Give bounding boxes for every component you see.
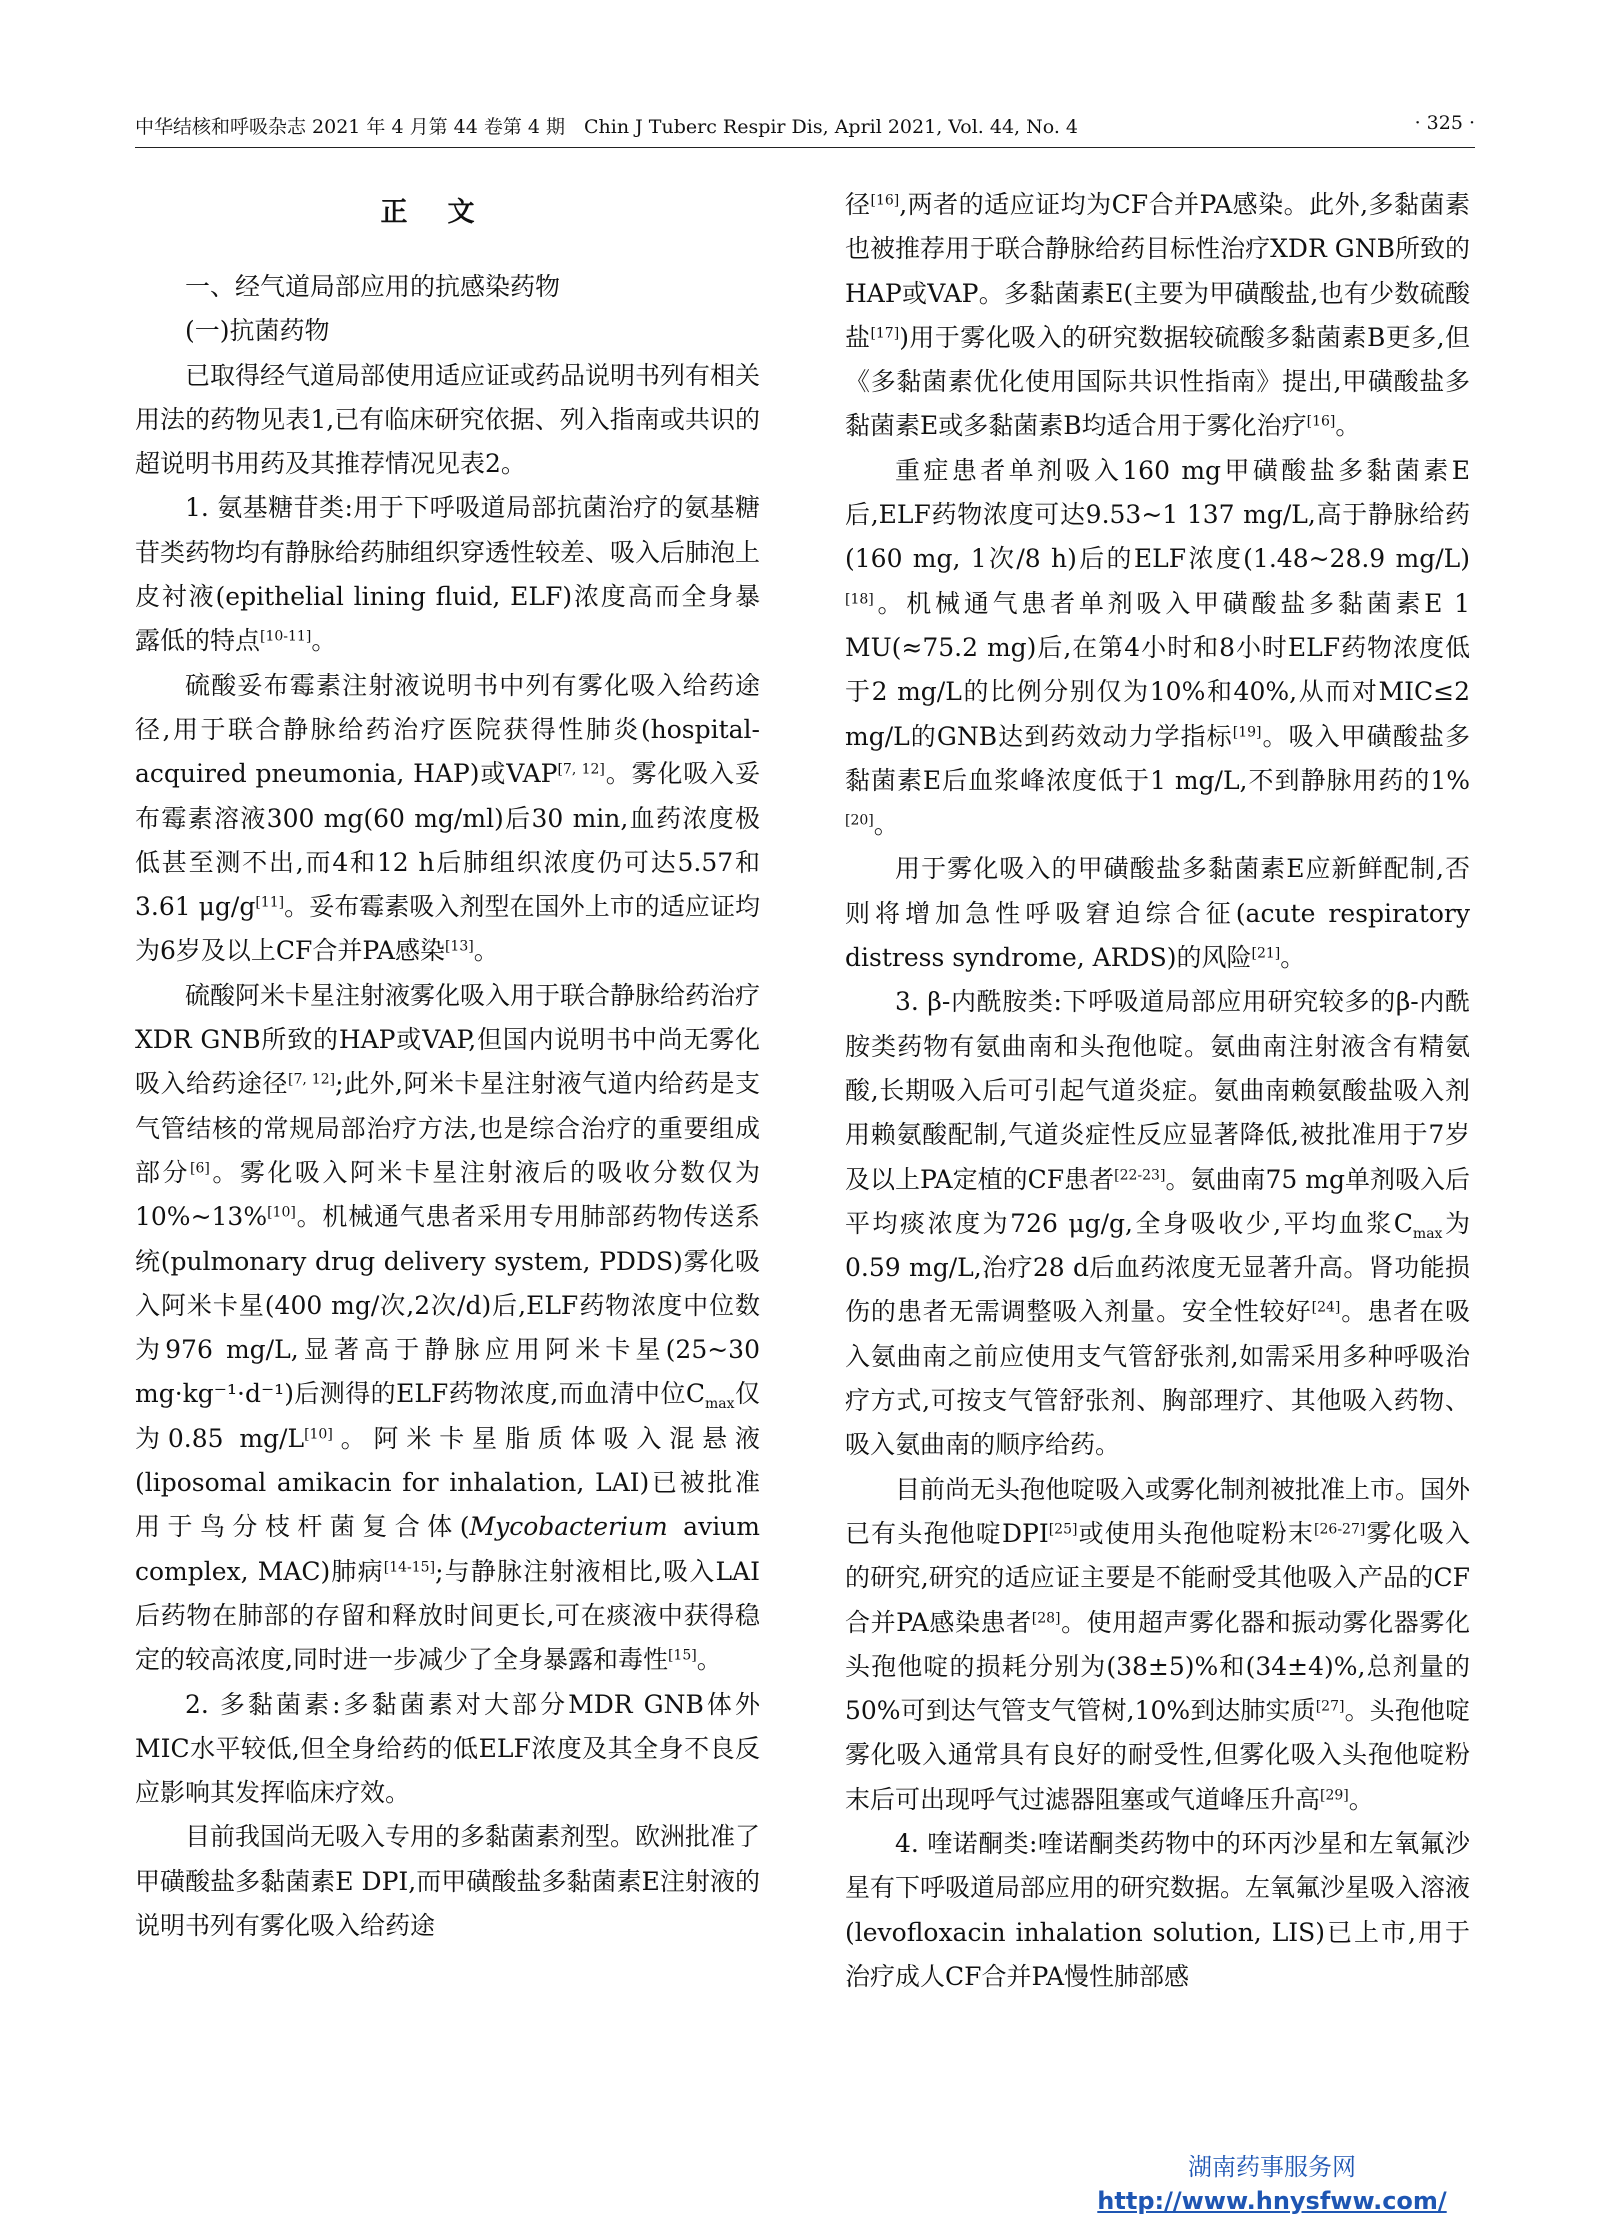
citation: [21]	[1251, 945, 1281, 962]
paragraph: 已取得经气道局部使用适应证或药品说明书列有相关用法的药物见表1,已有临床研究依据、列入指南或共识的超说明书用药及其推荐情况见表2。	[135, 360, 761, 479]
citation: [6]	[190, 1160, 210, 1177]
citation: [14-15]	[383, 1559, 436, 1576]
subscript: max	[705, 1396, 735, 1413]
paragraph: 目前我国尚无吸入专用的多黏菌素剂型。欧洲批准了甲磺酸盐多黏菌素E DPI,而甲磺酸盐多黏菌素E注射液的说明书列有雾化吸入给药途	[135, 1822, 761, 1940]
subscript: max	[1412, 1225, 1443, 1242]
citation: [10-11]	[260, 628, 312, 645]
citation: [29]	[1320, 1787, 1349, 1804]
paragraph: 3. β-内酰胺类:下呼吸道局部应用研究较多的β-内酰胺类药物有氨曲南和头孢他啶。氨曲南注射液含有精氨酸,长期吸入后可引起气道炎症。氨曲南赖氨酸盐吸入剂用赖氨酸配制,气道炎症性反应显著降低,被批准用于7岁及以上PA定植的CF患者[22-23]。氨曲南75 mg单剂吸入后平均痰浓度为726 μg/g,全身吸收少,平均血浆$C_{max}$为0.59 mg/L,治疗28 d后血药浓度无显著升高。肾功能损伤的患者无需调整吸入剂量。安全性较好[24]。患者在吸入氨曲南之前应使用支气管舒张剂,如需采用多种呼吸治疗方式,可按支气管舒张剂、胸部理疗、其他吸入药物、吸入氨曲南的顺序给药。	[845, 987, 1470, 1460]
citation: [10]	[267, 1204, 296, 1221]
header-rule	[135, 147, 1475, 148]
heading-level-1: 一、经气道局部应用的抗感染药物	[185, 272, 561, 301]
citation: [20]	[845, 812, 874, 829]
page-number: · 325 ·	[1414, 112, 1475, 134]
citation: [25]	[1048, 1521, 1078, 1538]
citation: [26-27]	[1314, 1521, 1366, 1538]
citation: [16]	[1306, 414, 1336, 431]
citation: [19]	[1232, 724, 1262, 741]
heading-level-2: (一)抗菌药物	[185, 316, 330, 346]
site-watermark	[1092, 2150, 1452, 2218]
citation: [24]	[1311, 1300, 1341, 1317]
paragraph: 硫酸阿米卡星注射液雾化吸入用于联合静脉给药治疗XDR GNB所致的HAP或VAP,但国内说明书中尚无雾化吸入给药途径[7, 12];此外,阿米卡星注射液气道内给药是支气管结核的常规局部治疗方法,也是综合治疗的重要组成部分[6]。雾化吸入阿米卡星注射液后的吸收分数仅为10%~13%[10]。机械通气患者采用专用肺部药物传送系统(pulmonary drug delivery system, PDDS)雾化吸入阿米卡星(400 mg/次,2次/d)后,ELF药物浓度中位数为976 mg/L,显著高于静脉应用阿米卡星(25~30 mg·kg⁻¹·d⁻¹)后测得的ELF药物浓度,而血清中位$C_{max}$仅为0.85 mg/L[10]。阿米卡星脂质体吸入混悬液(liposomal amikacin for inhalation, LAI)已被批准用于鸟分枝杆菌复合体(Mycobacterium avium complex, MAC)肺病[14-15];与静脉注射液相比,吸入LAI后药物在肺部的存留和释放时间更长,可在痰液中获得稳定的较高浓度,同时进一步减少了全身暴露和毒性[15]。	[135, 980, 761, 1675]
paragraph: 用于雾化吸入的甲磺酸盐多黏菌素E应新鲜配制,否则将增加急性呼吸窘迫综合征(acute respiratory distress syndrome, ARDS)的风险[21]。	[845, 854, 1470, 973]
citation: [28]	[1031, 1610, 1061, 1627]
watermark-site-name: 湖南药事服务网	[1188, 2153, 1356, 2181]
citation: [13]	[444, 939, 474, 956]
citation: [16]	[870, 192, 900, 209]
section-title: 正文	[380, 197, 515, 228]
paragraph: 1. 氨基糖苷类:用于下呼吸道局部抗菌治疗的氨基糖苷类药物均有静脉给药肺组织穿透性较差、吸入后肺泡上皮衬液(epithelial lining fluid, ELF)浓度高而全身暴露低的特点[10-11]。	[135, 493, 761, 656]
citation: [7, 12]	[288, 1071, 336, 1088]
paragraph: 4. 喹诺酮类:喹诺酮类药物中的环丙沙星和左氧氟沙星有下呼吸道局部应用的研究数据。左氧氟沙星吸入溶液(levofloxacin inhalation solution, LIS)已上市,用于治疗成人CF合并PA慢性肺部感	[845, 1828, 1471, 1991]
paragraph: 目前尚无头孢他啶吸入或雾化制剂被批准上市。国外已有头孢他啶DPI[25]或使用头孢他啶粉末[26-27]雾化吸入的研究,研究的适应证主要是不能耐受其他吸入产品的CF合并PA感染患者[28]。使用超声雾化器和振动雾化器雾化头孢他啶的损耗分别为(38±5)%和(34±4)%,总剂量的50%可到达气管支气管树,10%到达肺实质[27]。头孢他啶雾化吸入通常具有良好的耐受性,但雾化吸入头孢他啶粉末后可出现呼气过滤器阻塞或气道峰压升高[29]。	[845, 1474, 1471, 1814]
citation: [7, 12]	[557, 761, 605, 778]
paragraph: 硫酸妥布霉素注射液说明书中列有雾化吸入给药途径,用于联合静脉给药治疗医院获得性肺炎(hospital-acquired pneumonia, HAP)或VAP[7, 12]。雾化吸入妥布霉素溶液300 mg(60 mg/ml)后30 min,血药浓度极低甚至测不出,而4和12 h后肺组织浓度仍可达5.57和3.61 μg/g[11]。妥布霉素吸入剂型在国外上市的适应证均为6岁及以上CF合并PA感染[13]。	[135, 670, 760, 966]
right-column	[845, 183, 1470, 1999]
paragraph: 2. 多黏菌素:多黏菌素对大部分MDR GNB体外MIC水平较低,但全身给药的低ELF浓度及其全身不良反应影响其发挥临床疗效。	[135, 1689, 760, 1808]
citation: [11]	[255, 894, 285, 911]
citation: [18]	[845, 591, 874, 608]
journal-citation: 中华结核和呼吸杂志 2021 年 4 月第 44 卷第 4 期 Chin J Tuberc Respir Dis, April 2021, Vol. 44, No. 4	[135, 116, 1079, 138]
citation: [17]	[870, 325, 900, 342]
left-column	[135, 183, 760, 1948]
paragraph-continued: 径[16],两者的适应证均为CF合并PA感染。此外,多黏菌素也被推荐用于联合静脉给药目标性治疗XDR GNB所致的HAP或VAP。多黏菌素E(主要为甲磺酸盐,也有少数硫酸盐[17])用于雾化吸入的研究数据较硫酸多黏菌素B更多,但《多黏菌素优化使用国际共识性指南》提出,甲磺酸盐多黏菌素E或多黏菌素B均适合用于雾化治疗[16]。	[845, 190, 1470, 441]
italic-term: Mycobacterium	[469, 1512, 668, 1542]
watermark-url-link[interactable]: http://www.hnysfww.com/	[1097, 2187, 1447, 2215]
paragraph: 重症患者单剂吸入160 mg甲磺酸盐多黏菌素E后,ELF药物浓度可达9.53~1 137 mg/L,高于静脉给药(160 mg, 1次/8 h)后的ELF浓度(1.48~28.9 mg/L)[18]。机械通气患者单剂吸入甲磺酸盐多黏菌素E 1 MU(≈75.2 mg)后,在第4小时和8小时ELF药物浓度低于2 mg/L的比例分别仅为10%和40%,从而对MIC≤2 mg/L的GNB达到药效动力学指标[19]。吸入甲磺酸盐多黏菌素E后血浆峰浓度低于1 mg/L,不到静脉用药的1%[20]。	[845, 455, 1470, 840]
citation: [27]	[1315, 1698, 1345, 1715]
citation: [15]	[667, 1647, 697, 1664]
citation: [22-23]	[1114, 1167, 1166, 1184]
citation: [10]	[304, 1426, 333, 1443]
running-header	[135, 112, 1475, 152]
